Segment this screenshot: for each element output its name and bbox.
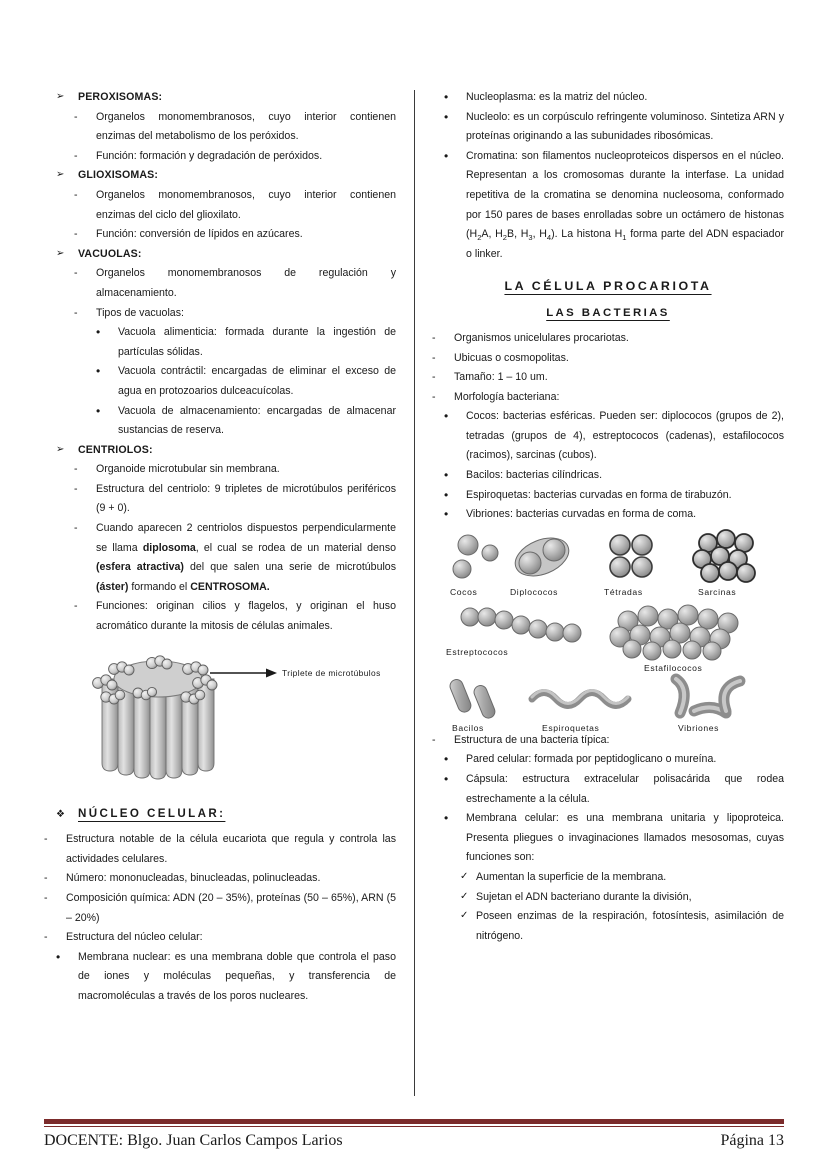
arrow-bullet-icon: ➢ <box>56 91 65 102</box>
list-item <box>44 108 396 147</box>
section-heading-peroxisomas <box>44 88 396 108</box>
subscript: 2 <box>477 233 482 243</box>
text-part: , H <box>532 228 547 241</box>
dash-bullet-icon: - <box>74 149 78 162</box>
text-part: , el cual se rodea de un material denso <box>195 541 397 554</box>
list-item <box>432 907 784 946</box>
arrow-bullet-icon: ➢ <box>56 443 65 455</box>
figure-label-estafilococos: Estafilococos <box>644 662 703 673</box>
figure-label-diplococos: Diplococos <box>510 586 559 597</box>
list-item-text: Organelos monomembranosos, cuyo interior contienen enzimas del ciclo del glioxilato. <box>96 188 396 221</box>
list-item-text: Organismos unicelulares procariotas. <box>454 331 629 344</box>
list-item-text: Cápsula: estructura extracelular polisacárida que rodea estrechamente a la célula. <box>466 773 784 805</box>
list-item-text: Funciones: originan cilios y flagelos, y originan el huso acromático durante la mitosis de células animales. <box>96 600 396 633</box>
dash-bullet-icon: - <box>432 351 436 364</box>
list-item <box>432 108 784 147</box>
right-column <box>432 88 784 946</box>
list-item <box>432 505 784 525</box>
figure-diplococos <box>510 531 575 597</box>
list-item-text: Bacilos: bacterias cilíndricas. <box>466 469 603 482</box>
dash-bullet-icon: - <box>74 600 78 613</box>
round-bullet-icon: • <box>444 752 449 767</box>
footer-rule-thin <box>44 1126 784 1127</box>
list-item-text: Organelos monomembranosos, cuyo interior contienen enzimas del metabolismo de los peróxidos. <box>96 110 396 143</box>
list-item-text: Poseen enzimas de la respiración, fotosíntesis, asimilación de nitrógeno. <box>476 910 784 942</box>
dash-bullet-icon: - <box>44 891 48 904</box>
list-item <box>432 88 784 108</box>
list-item-text: Tipos de vacuolas: <box>96 306 184 319</box>
list-item-text: Vibriones: bacterias curvadas en forma de coma. <box>466 508 697 521</box>
diamond-bullet-icon: ❖ <box>56 808 65 820</box>
emphasis-aster: (áster) <box>96 580 129 593</box>
round-bullet-icon: • <box>444 507 449 522</box>
round-bullet-icon: • <box>444 148 449 163</box>
round-bullet-icon: • <box>444 772 449 787</box>
list-item <box>44 597 396 636</box>
list-item-text: Vacuola de almacenamiento: encargadas de almacenar sustancias de reserva. <box>118 404 396 437</box>
heading-label: PEROXISOMAS: <box>78 91 163 103</box>
list-item <box>432 770 784 809</box>
list-item-text: Cocos: bacterias esféricas. Pueden ser: diplococos (grupos de 2), tetradas (grupos de 4), estreptococos (cadenas), estafilococos (racimos), sarcinas (cubos). <box>466 410 784 462</box>
list-item-text: Espiroquetas: bacterias curvadas en forma de tirabuzón. <box>466 488 732 501</box>
list-item <box>44 264 396 303</box>
list-item-text: Membrana nuclear: es una membrana doble que controla el paso de iones y moléculas pequeñas, y transferencia de macromoléculas a través de los poros nucleares. <box>78 950 396 1002</box>
section-heading-nucleo-celular <box>44 803 396 825</box>
section-heading-vacuolas <box>44 245 396 265</box>
list-item <box>44 186 396 225</box>
centriole-diagram <box>44 643 396 791</box>
section-heading-glioxisomas <box>44 166 396 186</box>
list-item-text: Nucleoplasma: es la matriz del núcleo. <box>466 91 648 103</box>
emphasis-diplosoma: diplosoma <box>142 541 196 554</box>
figure-label-tetradas: Tétradas <box>604 586 643 597</box>
text-part: A, H <box>481 228 503 241</box>
dash-bullet-icon: - <box>432 733 436 746</box>
dash-bullet-icon: - <box>74 482 78 495</box>
emphasis-esfera-atractiva: (esfera atractiva) <box>96 561 184 574</box>
bacteria-morphology-svg <box>432 529 784 733</box>
round-bullet-icon: • <box>444 90 449 104</box>
dash-bullet-icon: - <box>74 463 78 476</box>
round-bullet-icon: • <box>96 403 101 418</box>
list-item-text: Composición química: ADN (20 – 35%), proteínas (50 – 65%), ARN (5 – 20%) <box>66 891 396 924</box>
centriole-svg <box>44 643 396 791</box>
list-item-text: Estructura de una bacteria típica: <box>454 733 610 746</box>
heading-la-celula-procariota: LA CÉLULA PROCARIOTA <box>504 278 712 293</box>
subscript: 2 <box>502 233 508 243</box>
list-item-text: Organelos monomembranosos de regulación y almacenamiento. <box>96 267 396 299</box>
figure-estreptococos <box>446 608 581 657</box>
list-item-text: Ubicuas o cosmopolitas. <box>454 351 569 364</box>
dash-bullet-icon: - <box>44 833 48 846</box>
round-bullet-icon: • <box>56 949 61 964</box>
list-item-centrosoma <box>44 519 396 597</box>
subscript: 3 <box>528 233 533 243</box>
text-part: Cromatina: son filamentos nucleoproteicos dispersos en el núcleo. Representan a los cromosomas durante la interfase. La unidad repetitiva de la cromatina se denomina nucleosoma, conformado por 150 pares de bases enrolladas sobre un octámero de histonas (H <box>466 149 784 241</box>
list-item <box>432 868 784 888</box>
text-part: Cuando aparecen 2 centriolos dispuestos perpendicularmente se llama <box>96 522 396 554</box>
dash-bullet-icon: - <box>432 331 436 344</box>
list-item <box>44 869 396 889</box>
check-bullet-icon: ✓ <box>460 890 469 902</box>
list-item-text: Organoide microtubular sin membrana. <box>96 463 280 476</box>
heading-las-bacterias: LAS BACTERIAS <box>546 306 670 319</box>
round-bullet-icon: • <box>444 811 449 826</box>
check-bullet-icon: ✓ <box>460 871 469 882</box>
bacteria-morphology-diagram <box>432 529 784 733</box>
footer-page-number: Página 13 <box>720 1132 784 1149</box>
list-item <box>44 928 396 948</box>
dash-bullet-icon: - <box>74 228 78 241</box>
list-item <box>44 323 396 362</box>
arrow-bullet-icon: ➢ <box>56 169 65 181</box>
subscript: 1 <box>622 233 627 243</box>
figure-label-cocos: Cocos <box>450 586 478 597</box>
emphasis-centrosoma: CENTROSOMA. <box>190 580 270 593</box>
text-part: ). La histona H <box>551 228 623 241</box>
figure-label-sarcinas: Sarcinas <box>698 586 737 597</box>
round-bullet-icon: • <box>96 325 101 340</box>
dash-bullet-icon: - <box>432 390 436 403</box>
round-bullet-icon: • <box>444 468 449 483</box>
text-part: formando el <box>128 580 191 593</box>
list-item-text: Vacuola contráctil: encargadas de eliminar el exceso de agua en protozoarios dulceacuícolas. <box>118 365 396 397</box>
list-item <box>432 731 784 751</box>
page-content <box>44 88 784 1088</box>
list-item <box>44 830 396 869</box>
heading-label: NÚCLEO CELULAR: <box>78 806 226 820</box>
list-item-cromatina <box>432 147 784 265</box>
list-item <box>44 362 396 401</box>
callout-label: Triplete de microtúbulos <box>282 667 381 678</box>
list-item <box>44 402 396 441</box>
list-item-text: Número: mononucleadas, binucleadas, polinucleadas. <box>66 872 321 885</box>
list-item-text: Función: formación y degradación de peróxidos. <box>96 149 323 162</box>
list-item <box>432 750 784 770</box>
callout-arrow-icon <box>210 668 277 677</box>
list-item <box>44 147 396 167</box>
dash-bullet-icon: - <box>44 931 48 944</box>
figure-bacilos <box>448 677 497 732</box>
list-item-text: Morfología bacteriana: <box>454 390 560 403</box>
list-item-text: Tamaño: 1 – 10 um. <box>454 371 548 384</box>
dash-bullet-icon: - <box>44 872 48 885</box>
list-item <box>432 388 784 408</box>
figure-label-estreptococos: Estreptococos <box>446 646 509 657</box>
list-item <box>432 809 784 868</box>
heading-label: CENTRIOLOS: <box>78 443 153 456</box>
round-bullet-icon: • <box>444 487 449 502</box>
left-column <box>44 88 396 1006</box>
list-item-text: Estructura del núcleo celular: <box>66 931 203 944</box>
list-item <box>432 329 784 349</box>
dash-bullet-icon: - <box>74 306 78 319</box>
list-item-text: Aumentan la superficie de la membrana. <box>476 871 667 883</box>
list-item <box>44 225 396 245</box>
list-item <box>44 460 396 480</box>
dash-bullet-icon: - <box>74 110 78 123</box>
page-footer <box>44 1132 784 1150</box>
list-item-text: Estructura del centriolo: 9 tripletes de microtúbulos periféricos (9 + 0). <box>96 482 396 515</box>
text-part: B, H <box>507 228 529 241</box>
list-item-text: Pared celular: formada por peptidoglicano o mureína. <box>466 753 717 766</box>
list-item-text: Sujetan el ADN bacteriano durante la división, <box>476 890 692 903</box>
text-part: del que salen una serie de microtúbulos <box>183 561 396 574</box>
text-part: forma parte del ADN espaciador o linker. <box>466 228 784 261</box>
list-item <box>432 349 784 369</box>
heading-label: GLIOXISOMAS: <box>78 169 159 182</box>
footer-author: DOCENTE: Blgo. Juan Carlos Campos Larios <box>44 1132 343 1149</box>
subscript: 4 <box>546 233 552 243</box>
heading-label: VACUOLAS: <box>78 247 142 260</box>
round-bullet-icon: • <box>96 364 101 379</box>
round-bullet-icon: • <box>444 109 449 124</box>
round-bullet-icon: • <box>444 409 449 424</box>
dash-bullet-icon: - <box>74 522 78 535</box>
figure-label-vibriones: Vibriones <box>678 722 720 733</box>
figure-sarcinas <box>693 530 755 597</box>
arrow-bullet-icon: ➢ <box>56 247 65 259</box>
list-item-text: Vacuola alimenticia: formada durante la ingestión de partículas sólidas. <box>118 326 396 358</box>
list-item <box>44 304 396 324</box>
list-item <box>432 888 784 908</box>
dash-bullet-icon: - <box>432 371 436 384</box>
figure-estafilococos <box>610 605 738 673</box>
list-item <box>432 407 784 466</box>
figure-espiroquetas <box>532 690 628 733</box>
figure-label-espiroquetas: Espiroquetas <box>542 722 600 733</box>
figure-vibriones <box>676 679 740 733</box>
list-item <box>432 466 784 486</box>
list-item-text <box>96 519 396 597</box>
figure-label-bacilos: Bacilos <box>452 722 484 733</box>
section-heading-centriolos <box>44 441 396 461</box>
check-bullet-icon: ✓ <box>460 910 469 922</box>
list-item-text <box>466 147 784 265</box>
list-item-text: Estructura notable de la célula eucariota que regula y controla las actividades celulares. <box>66 833 396 865</box>
dash-bullet-icon: - <box>74 267 78 280</box>
list-item <box>432 368 784 388</box>
list-item-text: Membrana celular: es una membrana unitaria y lipoproteica. Presenta pliegues o invaginaciones llamados mesosomas, cuyas funciones son: <box>466 812 784 864</box>
list-item <box>432 486 784 506</box>
dash-bullet-icon: - <box>74 188 78 201</box>
list-item <box>44 948 396 1007</box>
figure-tetradas <box>604 535 652 597</box>
list-item-text: Función: conversión de lípidos en azúcares. <box>96 228 303 241</box>
list-item <box>44 889 396 928</box>
list-item <box>44 480 396 519</box>
footer-rule-thick <box>44 1119 784 1124</box>
list-item-text: Nucleolo: es un corpúsculo refringente voluminoso. Sintetiza ARN y proteínas originando a las subunidades ribosómicas. <box>466 110 784 143</box>
figure-cocos <box>450 535 498 597</box>
